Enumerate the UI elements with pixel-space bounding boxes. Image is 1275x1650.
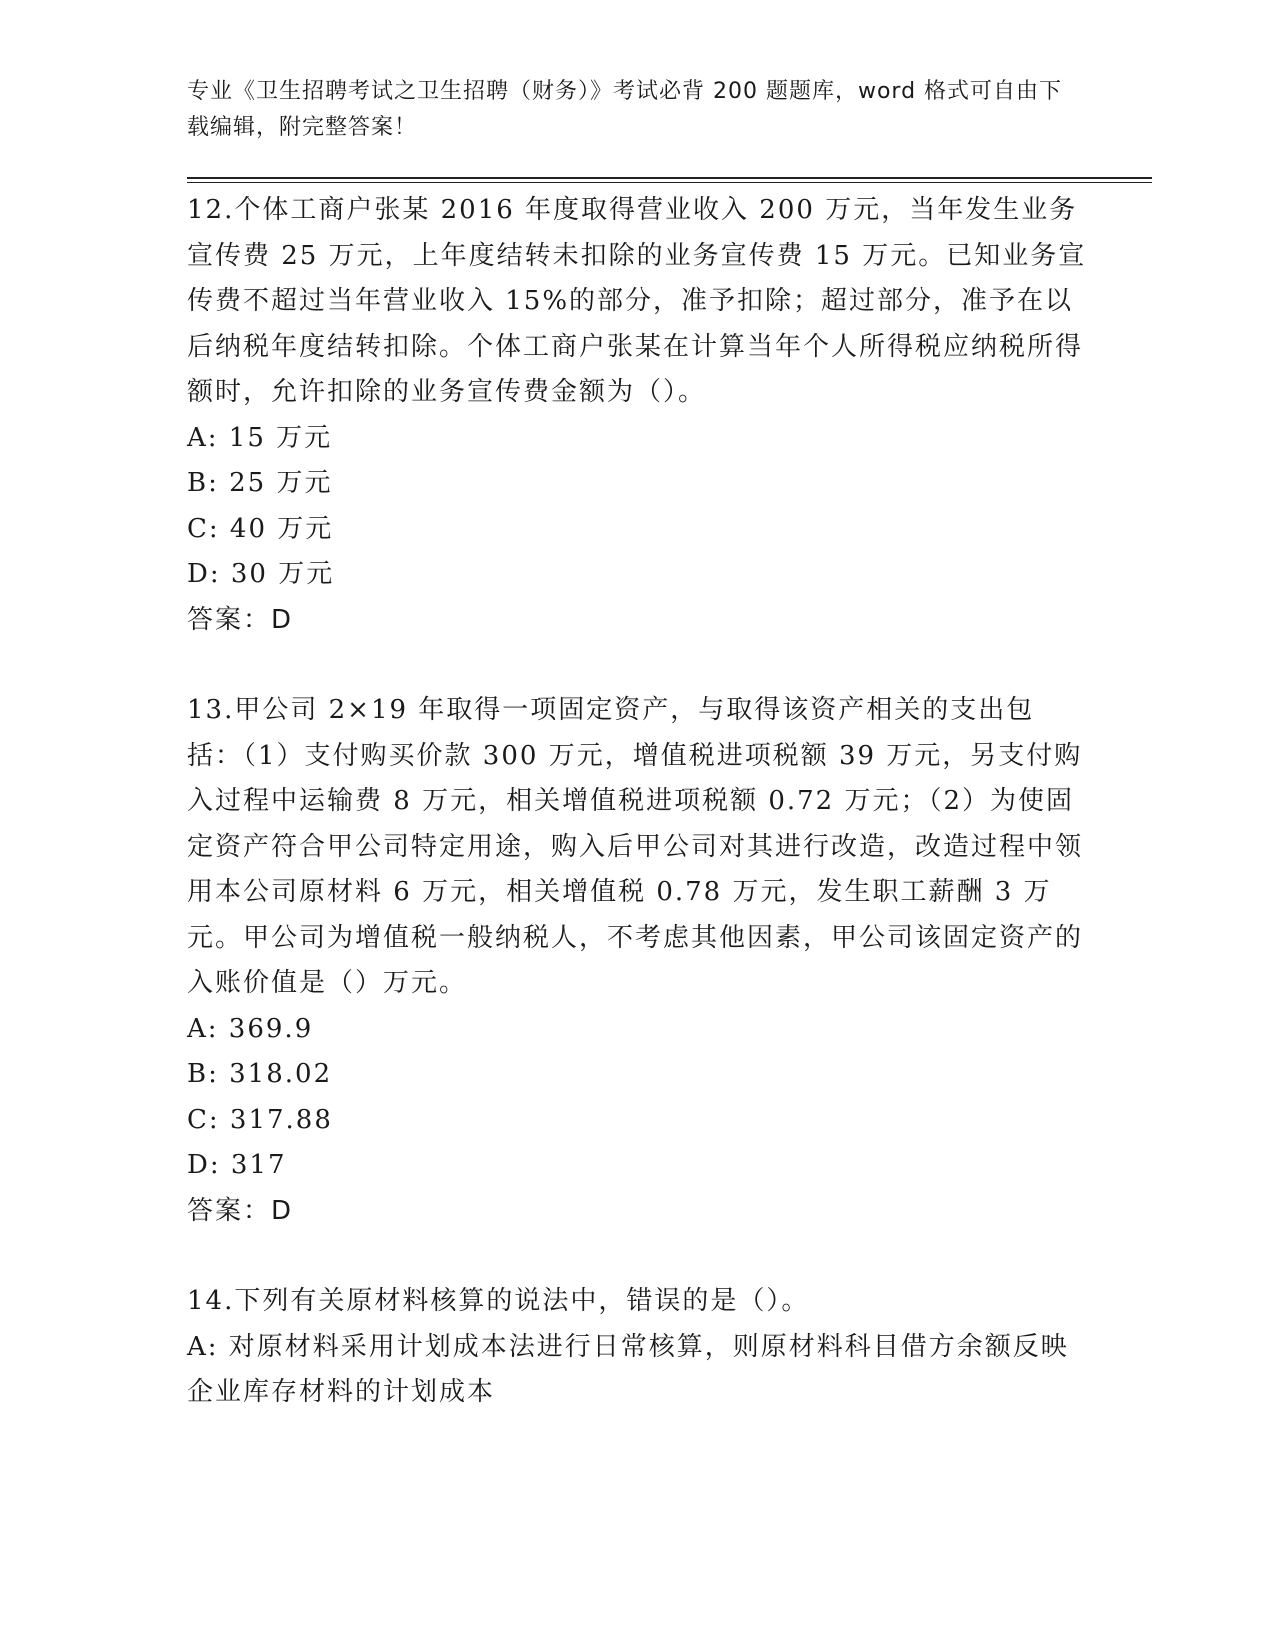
- header-divider-thin: [187, 182, 1152, 183]
- question-block: [187, 188, 1087, 643]
- spacer: [187, 643, 1087, 688]
- question-block: [187, 1279, 1087, 1416]
- question-text: 13.甲公司 2×19 年取得一项固定资产，与取得该资产相关的支出包括：（1）支付购买价款 300 万元，增值税进项税额 39 万元，另支付购入过程中运输费 8 万元，相关增值税进项税额 0.72 万元；（2）为使固定资产符合甲公司特定用途，购入后甲公司对其进行改造，改造过程中领用本公司原材料 6 万元，相关增值税 0.78 万元，发生职工薪酬 3 万元。甲公司为增值税一般纳税人，不考虑其他因素，甲公司该固定资产的入账价值是（）万元。: [187, 695, 1084, 998]
- option-c: C: 40 万元: [187, 513, 334, 544]
- question-text: 12.个体工商户张某 2016 年度取得营业收入 200 万元，当年发生业务宣传费 25 万元，上年度结转未扣除的业务宣传费 15 万元。已知业务宣传费不超过当年营业收入 15%的部分，准予扣除；超过部分，准予在以后纳税年度结转扣除。个体工商户张某在计算当年个人所得税应纳税所得额时，允许扣除的业务宣传费金额为（）。: [187, 195, 1087, 407]
- question-block: [187, 688, 1087, 1234]
- option-a: A: 15 万元: [187, 422, 333, 453]
- option-c: C: 317.88: [187, 1104, 333, 1135]
- option-d: D: 30 万元: [187, 559, 335, 589]
- answer: 答案：D: [187, 604, 294, 635]
- document-body: [187, 188, 1087, 1416]
- option-a: A: 369.9: [187, 1013, 314, 1044]
- answer: 答案：D: [187, 1195, 294, 1226]
- option-a: A: 对原材料采用计划成本法进行日常核算，则原材料科目借方余额反映企业库存材料的计划成本: [187, 1331, 1069, 1407]
- option-b: B: 318.02: [187, 1059, 333, 1089]
- document-header: 专业《卫生招聘考试之卫生招聘（财务）》考试必背 200 题题库，word 格式可自由下载编辑，附完整答案！: [187, 79, 1063, 140]
- header-divider-thick: [187, 177, 1152, 179]
- option-d: D: 317: [187, 1150, 287, 1180]
- question-text: 14.下列有关原材料核算的说法中，错误的是（）。: [187, 1286, 810, 1316]
- spacer: [187, 1234, 1087, 1279]
- option-b: B: 25 万元: [187, 468, 333, 498]
